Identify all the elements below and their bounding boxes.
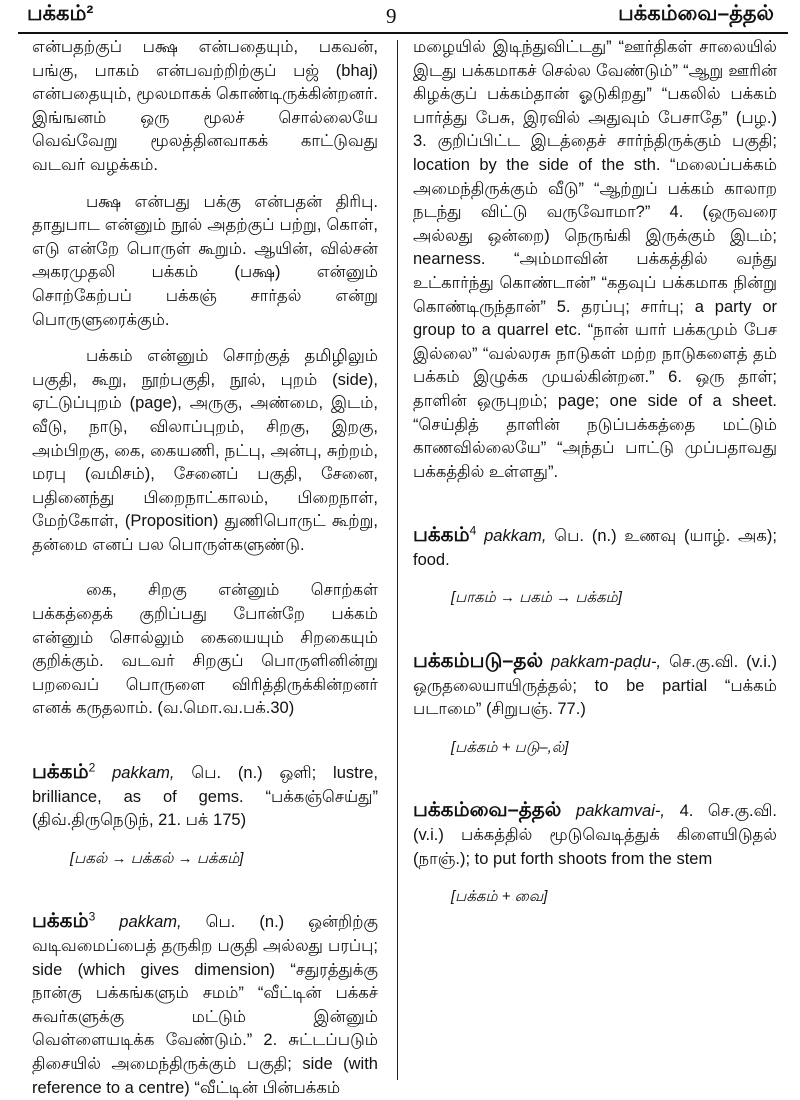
entry-etymology: [பக்கம் + படு–,ல்] [451,738,569,756]
running-head-right: பக்கம்வை–த்தல் [618,2,774,25]
entry-pakkam-2 [32,761,378,870]
entry-superscript: 2 [88,760,96,775]
entry-definition: பெ. (n.) ஒன்றிற்கு வடிவமைப்பைத் தருகிற பகுதி அல்லது பரப்பு; side (which gives dimension) “சதுரத்துக்கு நான்கு பக்கங்களும் சமம்” “வீட்டின் பக்கச் சுவர்களுக்கு மட்டும் இன்னும் வெள்ளையடிக்க வேண்டும்.” 2. சுட்டப்படும் திசையில் அமைந்திருக்கும் பகுதி; side (with reference to a centre) “வீட்டின் பின்பக்கம் [32,913,378,1097]
entry-headword: பக்கம் [32,910,89,933]
paragraph-1: என்பதற்குப் பக்ஷ என்பதையும், பகவன், பங்கு, பாகம் என்பவற்றிற்குப் பஜ் (bhaj) என்பதையும், மூலமாகக் கொண்டிருக்கின்றனர். இங்ஙனம் ஒரு மூலச் சொல்லையே வெவ்வேறு மூலத்தினவாகக் காட்டுவது வடவர் வழக்கம். [32,38,378,174]
entry-headword: பக்கம்வை–த்தல் [413,799,562,822]
entry-transliteration: pakkam, [484,527,547,546]
entry-pakkam-4 [413,524,777,610]
paragraph-3: பக்கம் என்னும் சொற்குத் தமிழிலும் பகுதி, கூறு, நூற்பகுதி, நூல், புறம் (side), ஏட்டுப்புறம் (page), அருகு, அண்மை, இடம், வீடு, நாடு, விலாப்புறம், சிறகு, இறகு, அம்பிறகு, கை, கையணி, நட்பு, அன்பு, சுற்றம், மரபு (வமிசம்), சேனைப் பகுதி, சேனை, பதினைந்து பிறைநாட்காலம், பிறைநாள், மேற்கோள், (Proposition) துணிபொருட் கூற்று, தன்மை எனப் பல பொருள்களுண்டு. [32,347,378,554]
entry-headword: பக்கம் [413,524,470,547]
entry-definition: 4. செ.கு.வி. (v.i.) பக்கத்தில் மூடுவெடித்துக் கிளையிடுதல் (நாஞ்.); to put forth shoots from the stem [413,802,777,868]
paragraph-continued: மழையில் இடிந்துவிட்டது” “ஊர்திகள் சாலையில் இடது பக்கமாகச் செல்ல வேண்டும்” “ஆறு ஊரின் கிழக்குப் பக்கம்தான் ஓடுகிறது” “பகலில் பக்கம் பார்த்து பேசு, இரவில் அதுவும் பேசாதே” (பழ.) 3. குறிப்பிட்ட இடத்தைச் சார்ந்திருக்கும் பகுதி; location by the side of the sth. “மலைப்பக்கம் அமைந்திருக்கும் வீடு” “ஆற்றுப் பக்கம் காலாற நடந்து விட்டு வருவோமா?” 4. (ஒருவரை அல்லது ஒன்றை) நெருங்கி இருக்கும் இடம்; nearness. “அம்மாவின் பக்கத்தில் வந்து உட்கார்ந்து கொண்டான்” “கதவுப் பக்கமாக நின்று கொண்டிருந்தான்” 5. தரப்பு; சார்பு; a party or group to a quarrel etc. “நான் யார் பக்கமும் பேச இல்லை” “வல்லரசு நாடுகள் மற்ற நாடுகளைத் தம் பக்கம் இழுக்க முயல்கின்றன.” 6. ஒரு தாள்; தாளின் ஒருபுறம்; page; one side of a sheet. “செய்தித் தாளின் நடுப்பக்கத்தை மட்டும் காணவில்லையே” “அந்தப் பாட்டு முப்பதாவது பக்கத்தில் உள்ளது”. [413,38,777,481]
entry-etymology: [பாகம் → பகம் → பக்கம்] [451,589,622,607]
entry-transliteration: pakkam-paḍu-, [551,653,662,672]
entry-headword: பக்கம்படு–தல் [413,650,544,673]
entry-transliteration: pakkam, [112,764,175,783]
entry-definition: பெ. (n.) ஒளி; lustre, brilliance, as of gems. “பக்கஞ்செய்து” (திவ்.திருநெடுந், 21. பக் 175) [32,764,378,830]
entry-etymology: [பகல் → பக்கல் → பக்கம்] [70,849,244,867]
entry-transliteration: pakkam, [119,913,182,932]
entry-headword: பக்கம் [32,761,89,784]
entry-pakkam-padu [413,650,777,759]
running-head-left: பக்கம்² [27,2,94,25]
entry-definition: செ.கு.வி. (v.i.) ஒருதலையாயிருத்தல்; to be partial “பக்கம் படாமை” (சிறுபஞ். 77.) [413,653,777,719]
entry-transliteration: pakkamvai-, [576,802,665,821]
entry-superscript: 4 [469,523,477,538]
left-column [32,34,378,1100]
column-divider [397,40,398,1080]
page-number: 9 [386,4,397,28]
entry-pakkam-3 [32,910,378,1100]
entry-superscript: 3 [88,909,96,924]
paragraph-2: பக்ஷ என்பது பக்கு என்பதன் திரிபு. தாதுபாட என்னும் நூல் அதற்குப் பற்று, கொள், எடு என்றே பொருள் கூறும். ஆயின், வில்சன் அகரமுதலி பக்கம் (பக்ஷ) என்னும் சொற்கேற்பப் பக்கஞ் சார்தல் என்று பொருளுரைக்கும். [32,192,378,329]
entry-pakkamvai [413,799,777,908]
right-column [413,34,777,909]
entry-etymology: [பக்கம் + வை] [451,888,548,906]
entry-definition: பெ. (n.) உணவு (யாழ். அக); food. [413,527,777,569]
paragraph-4: கை, சிறகு என்னும் சொற்கள் பக்கத்தைக் குறிப்பது போன்றே பக்கம் என்னும் சொல்லும் கையையும் சிறகையும் குறிக்கும். வடவர் சிறகுப் பொருளினின்று பறவைப் பொருளை விரித்திருக்கின்றனர் எனக் கருதலாம். (வ.மொ.வ.பக்.30) [32,581,378,718]
